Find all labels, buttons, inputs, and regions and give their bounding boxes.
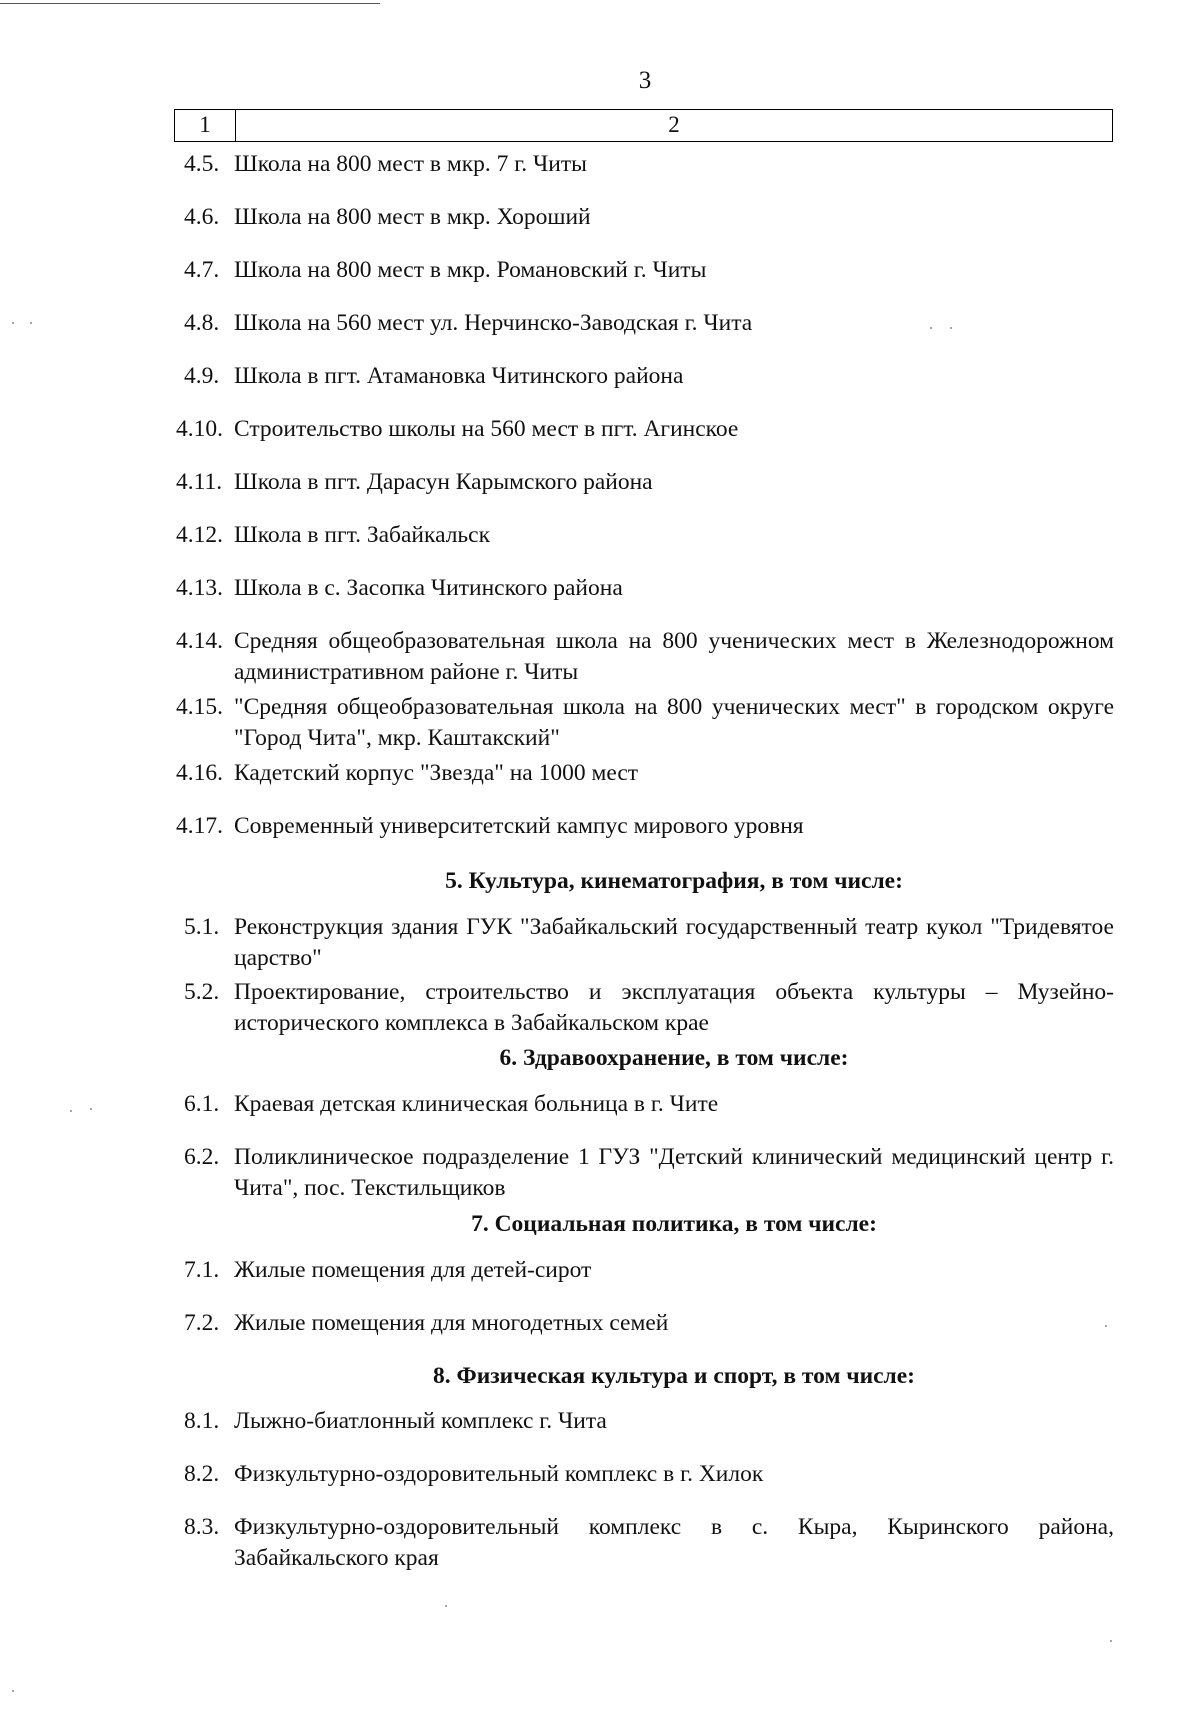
list-item [176, 977, 1114, 1039]
column-header-table [174, 109, 1113, 142]
item-text: Школа в пгт. Дарасун Карымского района [234, 469, 653, 495]
list-item [176, 912, 1114, 974]
scan-speck [12, 322, 14, 324]
item-text: Школа на 800 мест в мкр. 7 г. Читы [234, 151, 587, 177]
item-text: Строительство школы на 560 мест в пгт. Агинское [234, 416, 739, 442]
list-item [176, 1308, 1114, 1339]
item-text: "Средняя общеобразовательная школа на 800 ученических мест" в городском округе "Город Чита", мкр. Каштакский" [234, 694, 1114, 751]
item-text: Реконструкция здания ГУК "Забайкальский государственный театр кукол "Тридевятое царство" [234, 914, 1114, 971]
item-number: 4.15. [176, 694, 223, 720]
item-number: 4.11. [176, 469, 223, 495]
list-item [176, 1459, 1114, 1490]
item-text: Средняя общеобразовательная школа на 800 ученических мест в Железнодорожном административном районе г. Читы [234, 628, 1114, 685]
list-item [176, 626, 1114, 688]
item-number: 7.2. [184, 1310, 220, 1336]
scan-speck [950, 327, 952, 329]
item-number: 4.12. [176, 522, 223, 548]
list-item [176, 1255, 1114, 1286]
scan-edge-line [0, 3, 380, 4]
scan-speck [70, 1110, 72, 1112]
list-item [176, 1512, 1114, 1574]
section-heading: 6. Здравоохранение, в том числе: [499, 1045, 849, 1071]
item-text: Современный университетский кампус мирового уровня [234, 813, 804, 839]
item-number: 4.7. [184, 257, 220, 283]
item-text: Лыжно-биатлонный комплекс г. Чита [234, 1408, 607, 1434]
item-number: 5.1. [184, 914, 220, 940]
item-text: Поликлиническое подразделение 1 ГУЗ "Детский клинический медицинский центр г. Чита", пос. Текстильщиков [234, 1144, 1114, 1201]
item-text: Проектирование, строительство и эксплуатация объекта культуры – Музейно-исторического комплекса в Забайкальском крае [234, 979, 1114, 1036]
item-number: 8.3. [184, 1514, 220, 1540]
item-number: 4.17. [176, 813, 223, 839]
item-number: 4.16. [176, 760, 223, 786]
item-text: Физкультурно-оздоровительный комплекс в г. Хилок [234, 1461, 764, 1487]
section-heading: 7. Социальная политика, в том числе: [471, 1211, 877, 1237]
section-heading: 5. Культура, кинематография, в том числе: [445, 868, 903, 894]
item-text: Школа на 800 мест в мкр. Романовский г. Читы [234, 257, 707, 283]
list-item [176, 811, 1114, 842]
list-item [176, 467, 1114, 498]
scan-speck [1105, 1325, 1107, 1327]
item-number: 6.1. [184, 1091, 220, 1117]
item-text: Краевая детская клиническая больница в г. Чите [234, 1091, 719, 1117]
scan-speck [445, 1605, 447, 1607]
item-number: 8.1. [184, 1408, 220, 1434]
scan-speck [90, 1108, 92, 1110]
item-number: 4.5. [184, 151, 220, 177]
list-item [176, 520, 1114, 551]
list-item [176, 255, 1114, 286]
item-text: Жилые помещения для детей-сирот [234, 1257, 592, 1283]
item-text: Школа в пгт. Забайкальск [234, 522, 490, 548]
list-item [176, 308, 1114, 339]
page-number: 3 [638, 67, 652, 94]
item-number: 5.2. [184, 979, 220, 1005]
item-text: Физкультурно-оздоровительный комплекс в с. Кыра, Кыринского района, Забайкальского края [234, 1514, 1114, 1571]
list-item [176, 149, 1114, 180]
list-item [176, 1406, 1114, 1437]
scan-speck [12, 1690, 14, 1692]
scan-speck [30, 322, 32, 324]
scan-speck [930, 327, 932, 329]
item-text: Кадетский корпус "Звезда" на 1000 мест [234, 760, 639, 786]
item-number: 4.10. [176, 416, 223, 442]
list-item [176, 202, 1114, 233]
item-number: 4.8. [184, 310, 220, 336]
list-item [176, 692, 1114, 754]
scan-speck [1110, 1640, 1112, 1642]
list-item [176, 1142, 1114, 1204]
list-item [176, 758, 1114, 789]
list-item [176, 414, 1114, 445]
item-text: Жилые помещения для многодетных семей [234, 1310, 669, 1336]
item-number: 4.9. [184, 363, 220, 389]
list-item [176, 573, 1114, 604]
item-number: 4.13. [176, 575, 223, 601]
section-heading: 8. Физическая культура и спорт, в том числе: [433, 1363, 915, 1389]
item-number: 4.6. [184, 204, 220, 230]
item-text: Школа в с. Засопка Читинского района [234, 575, 623, 601]
item-text: Школа на 800 мест в мкр. Хороший [234, 204, 591, 230]
item-number: 4.14. [176, 628, 223, 654]
item-number: 7.1. [184, 1257, 220, 1283]
column-header-2: 2 [668, 112, 680, 137]
item-text: Школа на 560 мест ул. Нерчинско-Заводская г. Чита [234, 310, 753, 336]
column-header-1: 1 [175, 110, 236, 141]
item-text: Школа в пгт. Атамановка Читинского района [234, 363, 684, 389]
item-number: 8.2. [184, 1461, 220, 1487]
item-number: 6.2. [184, 1144, 220, 1170]
list-item [176, 361, 1114, 392]
list-item [176, 1089, 1114, 1120]
